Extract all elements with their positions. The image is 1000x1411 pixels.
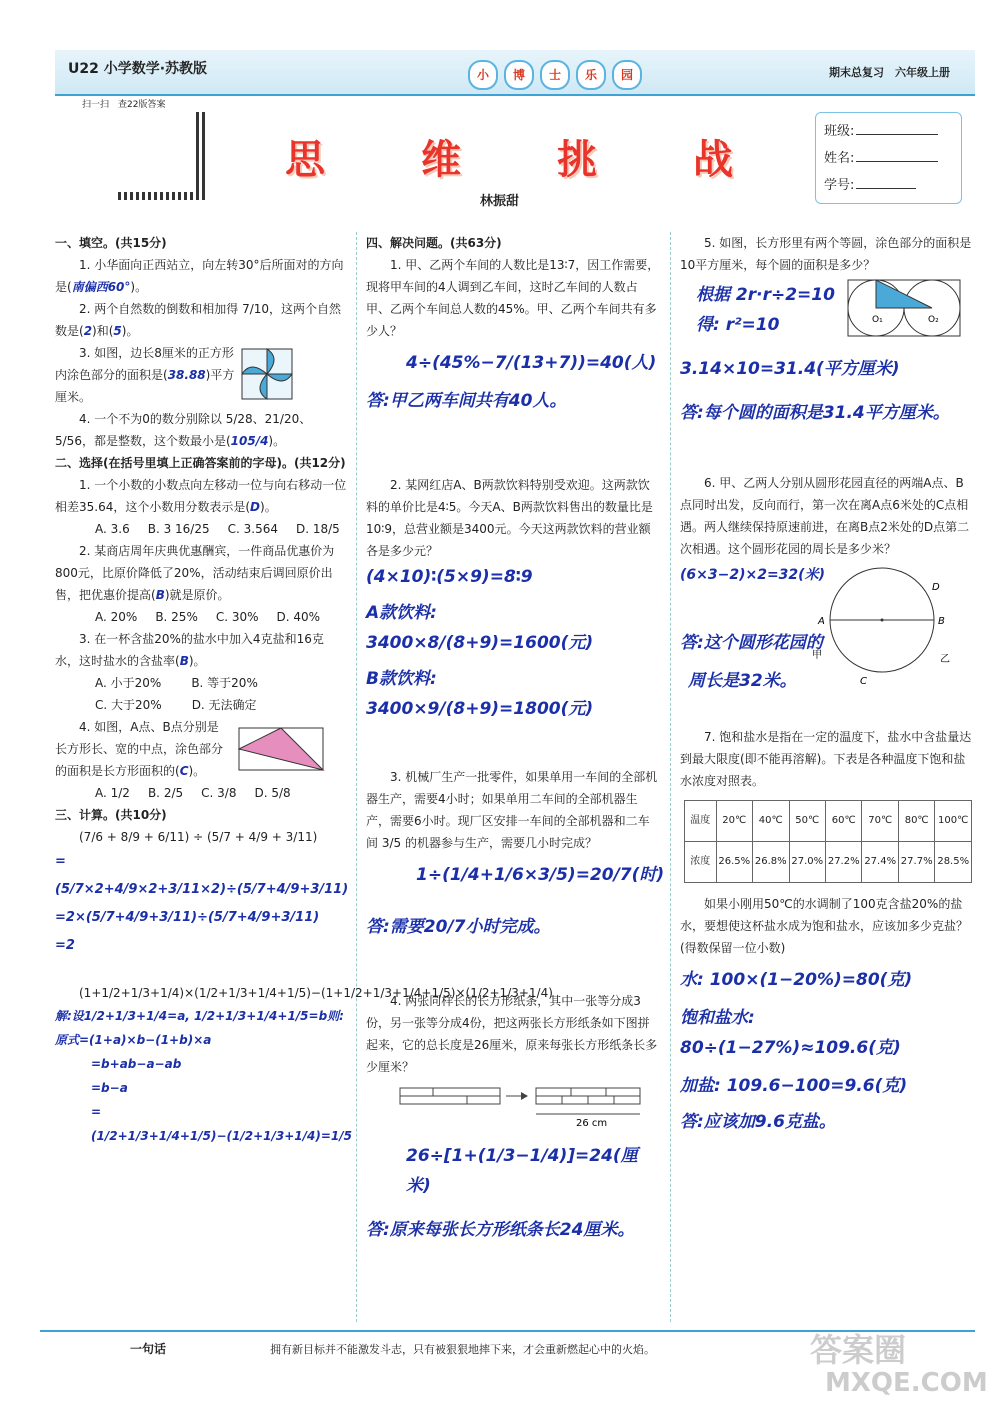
paper-strips-figure [396,1084,646,1130]
fill-q1: 1. 小华面向正西站立，向左转30°后所面对的方向是(南偏西60°)。 [55,258,344,294]
header-bubbles [468,60,648,90]
id-field[interactable] [824,174,916,193]
problem-7-question: 如果小刚用50℃的水调制了100克含盐20%的盐水，要想使这杯盐水成为饱和盐水，应该加多少克盐？(得数保留一位小数) [680,897,969,955]
calc-answer-1: =(5/7×2+4/9×2+3/11×2)÷(5/7+4/9+3/11) =2×(5/7+4/9+3/11)÷(5/7+4/9+3/11) =2 [55,854,349,953]
svg-text:甲: 甲 [812,650,822,661]
choice-q3-options: A. 小于20% B. 等于20% C. 大于20% D. 无法确定 [95,676,258,712]
choice-q3: 3. 在一杯含盐20%的盐水中加入4克盐和16克水，这时盐水的含盐率(B)。 [55,632,324,668]
problem-3-answer: 答:需要20/7小时完成。 [366,917,551,937]
title-char-2: 维 [421,137,463,183]
watermark-url: MXQE.COM [825,1368,988,1398]
problem-5-work-2: 得: r²=10 [696,315,780,335]
problem-5-work-3: 3.14×10=31.4(平方厘米) [680,359,900,379]
problem-5-work-1: 根据 2r·r÷2=10 [696,285,835,305]
answer-4: 105/4 [230,434,269,448]
class-field[interactable] [824,120,938,139]
bubble-3: 士 [540,60,570,90]
bubble-4: 乐 [576,60,606,90]
problem-6-answer-1: 答:这个圆形花园的 [680,633,823,653]
problem-5-answer: 答:每个圆的面积是31.4平方厘米。 [680,403,950,423]
choice-q2-options: A. 20% B. 25% C. 30% D. 40% [95,610,321,624]
problem-1-answer: 答:甲乙两车间共有40人。 [366,391,567,411]
fill-q2: 2. 两个自然数的倒数和相加得 7/10，这两个自然数是(2)和(5)。 [55,302,342,338]
qr-cover [86,112,194,192]
bubble-5: 园 [612,60,642,90]
problem-7-work-3: 加盐: 109.6−100=9.6(克) [680,1076,908,1096]
problem-6-area [680,560,972,690]
problem-5: 5. 如图，长方形里有两个等圆，涂色部分的面积是10平方厘米，每个圆的面积是多少？ [680,236,972,272]
calc-expr-2: (1+1/2+1/3+1/4)×(1/2+1/3+1/4+1/5)−(1+1/2+1/3+1/4+1/5)×(1/2+1/3+1/4) [79,986,553,1000]
footer-quote: 拥有新目标并不能激发斗志，只有被狠狠地摔下来，才会重新燃起心中的火焰。 [270,1343,655,1356]
problem-1-work: 4÷(45%−7/(13+7))=40(人) [406,353,657,373]
section-choice: 二、选择(在括号里填上正确答案前的字母)。(共12分) [55,456,346,470]
problem-6: 6. 甲、乙两人分别从圆形花园直径的两端A点、B点同时出发，反向而行，第一次在离A点6米处的C点相遇。两人继续保持原速前进，在离B点2米处的D点第二次相遇。这个圆形花园的周长是多少米？ [680,476,970,556]
problem-3-work: 1÷(1/4+1/6×3/5)=20/7(时) [416,865,665,885]
calc-expr-1: (7/6 + 8/9 + 6/11) ÷ (5/7 + 4/9 + 3/11) [79,830,318,844]
rectangle-triangle-figure [231,722,327,774]
svg-text:O₂: O₂ [928,315,939,325]
svg-text:B: B [938,616,945,627]
book-title: U22 小学数学·苏教版 [68,61,208,77]
choice-answer-4: C [179,764,189,778]
title-char-1: 思 [285,137,327,183]
page-title [285,128,735,185]
fill-q4: 4. 一个不为0的数分别除以 5/28、21/20、5/56，都是整数，这个数最小是(105/4)。 [55,412,312,448]
svg-text:乙: 乙 [940,654,950,665]
name-field[interactable] [824,147,938,166]
grade-label: 期末总复习 六年级上册 [829,66,950,79]
problem-7-work-2: 饱和盐水: 80÷(1−27%)≈109.6(克) [680,1008,901,1058]
choice-answer-3: B [179,654,189,668]
table-header: 温度 [685,801,717,842]
svg-text:C: C [860,676,867,686]
problem-7: 7. 饱和盐水是指在一定的温度下，盐水中含盐量达到最大限度(即不能再溶解)。下表是各种温度下饱和盐水浓度对照表。 [680,730,972,788]
problem-2-ratio: (4×10)∶(5×9)=8∶9 [366,567,533,587]
column-3 [680,232,972,1137]
section-fill: 一、填空。(共15分) [55,236,167,250]
id-label: 学号: [824,178,855,193]
table-header: 浓度 [685,842,717,883]
problem-2: 2. 某网红店A、B两款饮料特别受欢迎。这两款饮料的单价比是4∶5。今天A、B两款饮料售出的数量比是10∶9，总营业额是3400元。今天这两款饮料的营业额各是多少元？ [366,478,653,558]
class-label: 班级: [824,124,855,139]
scan-hint: 扫一扫 查22版答案 [82,100,166,110]
problem-7-answer: 答:应该加9.6克盐。 [680,1112,836,1132]
problem-5-area [680,276,972,346]
two-circles-figure [846,278,962,340]
problem-6-answer-2: 周长是32米。 [688,671,797,691]
choice-answer-2: B [155,588,165,602]
answer-2b: 5 [113,324,122,338]
table-row: 浓度 26.5% 26.8% 27.0% 27.2% 27.4% 27.7% 28.5% [685,842,972,883]
svg-text:D: D [932,582,940,593]
problem-3: 3. 机械厂生产一批零件，如果单用一车间的全部机器生产，需要4小时；如果单用二车间的全部机器生产，需要6小时。现厂区安排一车间的全部机器和二车间 3/5 的机器参与生产，需要几小时完成？ [366,770,658,850]
choice-q1-options: A. 3.6 B. 3 16/25 C. 3.564 D. 18/5 [95,522,340,536]
answer-1: 南偏西60° [71,280,131,294]
answer-3: 38.88 [167,368,206,382]
problem-2-a: A款饮料: 3400×8/(8+9)=1600(元) [366,603,594,653]
pinwheel-figure [241,348,293,400]
choice-answer-1: D [250,500,261,514]
problem-6-work: (6×3−2)×2=32(米) [680,567,825,583]
watermark: 答案圈 [810,1331,907,1369]
bubble-2: 博 [504,60,534,90]
author: 林振甜 [480,194,520,209]
table-row: 温度 20℃ 40℃ 50℃ 60℃ 70℃ 80℃ 100℃ [685,801,972,842]
svg-text:O₁: O₁ [872,315,883,325]
choice-q4-options: A. 1/2 B. 2/5 C. 3/8 D. 5/8 [95,786,291,800]
calc-answer-2: 解:设1/2+1/3+1/4=a, 1/2+1/3+1/4+1/5=b则: 原式=(1+a)×b−(1+b)×a =b+ab−a−ab =b−a =(1/2+1/3+1/4+1/5)−(1/2+1/3+1/4)=1/5 [55,1009,352,1143]
title-char-4: 战 [693,137,735,183]
saturation-table [684,800,972,883]
strip-length-label: 26 cm [576,1118,608,1129]
column-divider [670,232,671,1322]
bubble-1: 小 [468,60,498,90]
choice-q1: 1. 一个小数的小数点向左移动一位与向右移动一位相差35.64，这个小数用分数表示是(D)。 [55,478,347,514]
fill-q3: 3. 如图，边长8厘米的正方形内涂色部分的面积是(38.88)平方厘米。 [55,342,347,408]
problem-2-b: B款饮料: 3400×9/(8+9)=1800(元) [366,669,594,719]
svg-text:A: A [818,616,825,627]
name-label: 姓名: [824,151,855,166]
problem-4-answer: 答:原来每张长方形纸条长24厘米。 [366,1220,635,1240]
answer-2a: 2 [83,324,93,338]
choice-q4: 4. 如图，A点、B点分别是长方形长、宽的中点，涂色部分的面积是长方形面积的(C)。 [55,716,347,782]
problem-1: 1. 甲、乙两个车间的人数比是13∶7，因工作需要，现将甲车间的4人调到乙车间，这时乙车间的人数占甲、乙两个车间总人数的45%。甲、乙两个车间共有多少人？ [366,258,660,338]
circle-garden-figure [812,562,962,686]
column-2 [366,232,665,1245]
problem-4: 4. 两张同样长的长方形纸条，其中一张等分成3份，另一张等分成4份，把这两张长方形纸条如下图拼起来，它的总长度是26厘米，原来每张长方形纸条长多少厘米？ [366,994,658,1074]
problem-7-work-1: 水: 100×(1−20%)=80(克) [680,970,913,990]
problem-4-work: 26÷[1+(1/3−1/4)]=24(厘米) [406,1146,638,1196]
title-char-3: 挑 [557,137,599,183]
choice-q2: 2. 某商店周年庆典优惠酬宾，一件商品优惠价为800元，比原价降低了20%，活动结束后调回原价出售，把优惠价提高(B)就是原价。 [55,544,335,602]
column-divider [356,232,357,1322]
section-problems: 四、解决问题。(共63分) [366,236,502,250]
footer-label: 一句话 [130,1342,167,1356]
section-calc: 三、计算。(共10分) [55,808,167,822]
